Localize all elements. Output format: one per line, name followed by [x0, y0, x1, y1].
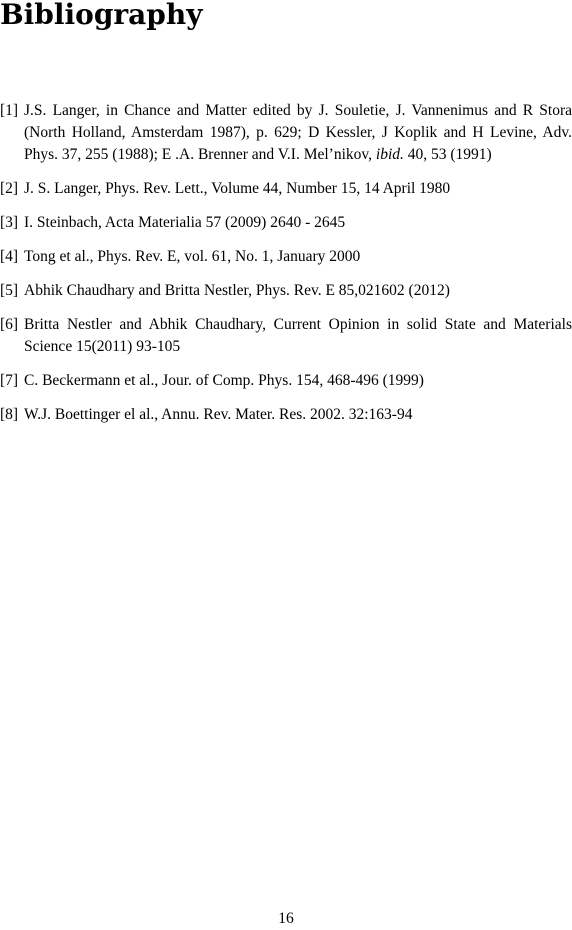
page-title: Bibliography: [0, 0, 203, 31]
reference-italic-ibid: ibid.: [375, 146, 404, 163]
reference-label: [7]: [0, 372, 19, 389]
reference-label: [5]: [0, 282, 19, 299]
reference-item: [0, 246, 572, 268]
reference-label: [2]: [0, 180, 19, 197]
reference-label: [4]: [0, 248, 19, 265]
reference-label: [6]: [0, 316, 19, 333]
reference-list: [0, 100, 572, 438]
reference-label: [8]: [0, 406, 19, 423]
reference-text: Abhik Chaudhary and Britta Nestler, Phys. Rev. E 85,021602 (2012): [24, 282, 450, 299]
reference-text: I. Steinbach, Acta Materialia 57 (2009) 2640 - 2645: [24, 214, 346, 231]
reference-text: W.J. Boettinger el al., Annu. Rev. Mater. Res. 2002. 32:163-94: [24, 406, 413, 423]
reference-label: [1]: [0, 102, 19, 119]
reference-item: [0, 404, 572, 426]
reference-text: J. S. Langer, Phys. Rev. Lett., Volume 44, Number 15, 14 April 1980: [24, 180, 451, 197]
reference-text: J.S. Langer, in Chance and Matter edited by J. Souletie, J. Vannenimus and R Stora (North Holland, Amsterdam 1987), p. 629; D Kessler, J Koplik and H Levine, Adv. Phys. 37, 255 (1988); E .A. Brenner and V.I. Mel’nikov, ibid. 40, 53 (1991): [24, 102, 572, 163]
reference-text: Tong et al., Phys. Rev. E, vol. 61, No. 1, January 2000: [24, 248, 361, 265]
reference-text: Britta Nestler and Abhik Chaudhary, Current Opinion in solid State and Materials Science 15(2011) 93-105: [24, 316, 572, 355]
reference-text: C. Beckermann et al., Jour. of Comp. Phys. 154, 468-496 (1999): [24, 372, 424, 389]
reference-label: [3]: [0, 214, 19, 231]
reference-item: [0, 178, 572, 200]
reference-item: [0, 280, 572, 302]
reference-item: [0, 314, 572, 358]
page-number: 16: [278, 910, 294, 927]
reference-item: [0, 212, 572, 234]
reference-item: [0, 100, 572, 166]
reference-item: [0, 370, 572, 392]
